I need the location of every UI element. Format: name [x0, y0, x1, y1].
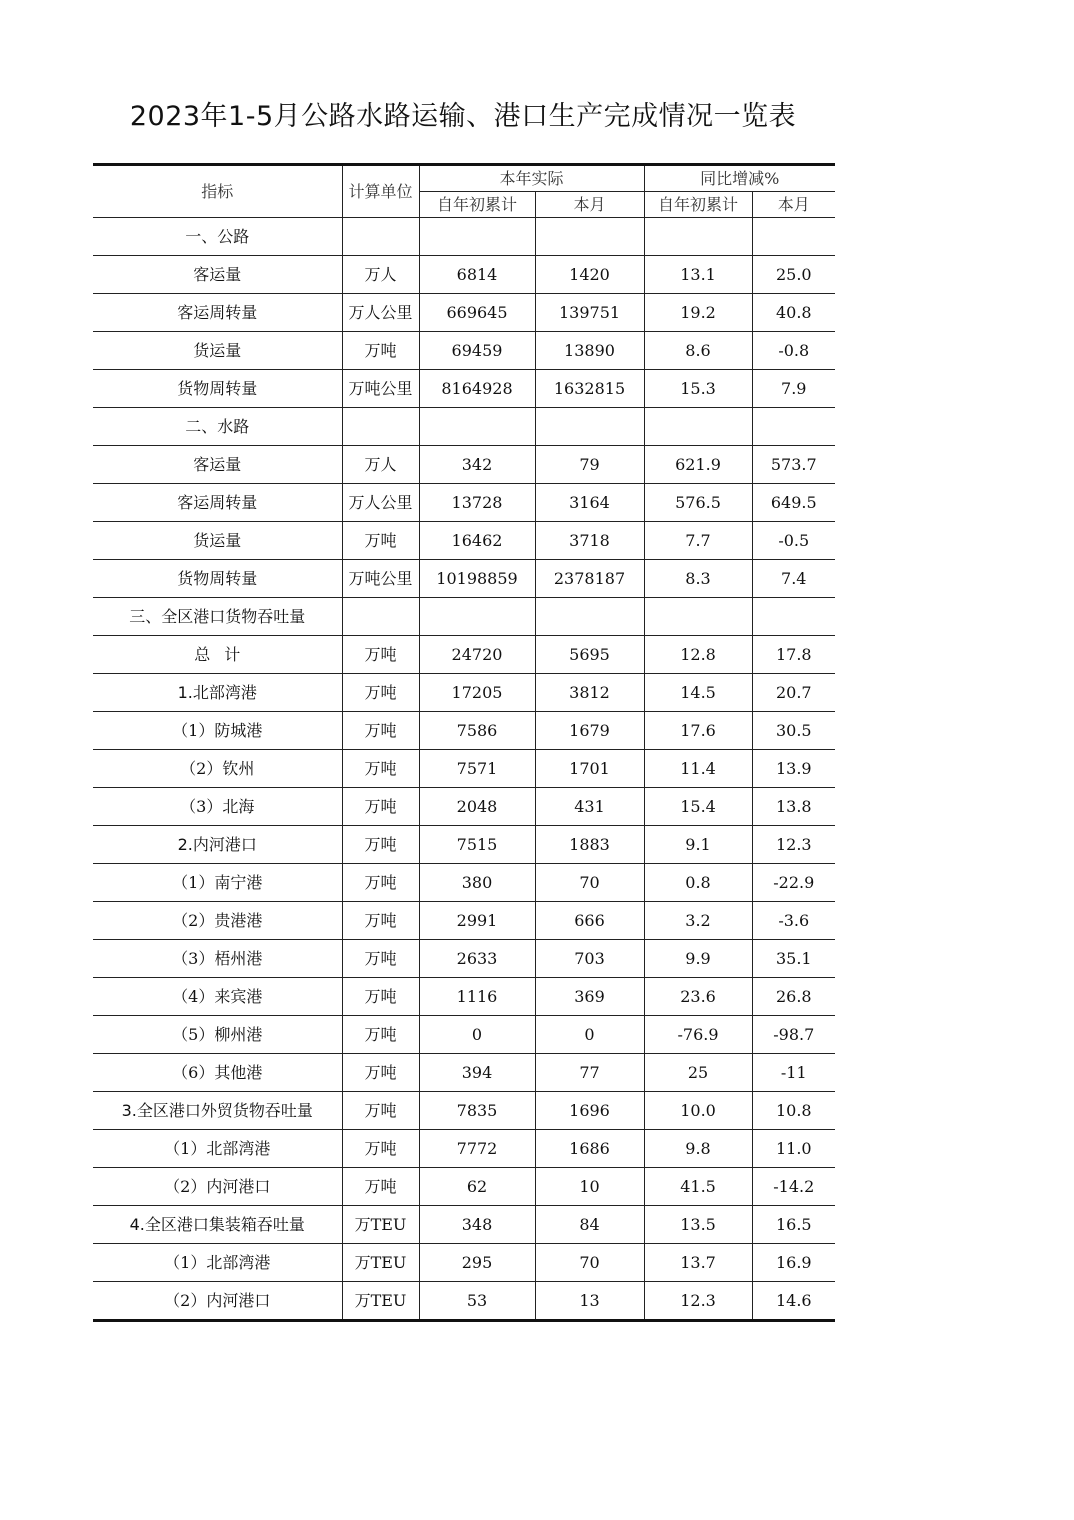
row-unit: 万吨 [342, 978, 419, 1016]
header-actual-group: 本年实际 [419, 165, 644, 192]
table-row [93, 712, 835, 750]
row-month-yoy: 40.8 [752, 294, 835, 332]
row-month-yoy: 649.5 [752, 484, 835, 522]
row-ytd-yoy: 17.6 [644, 712, 752, 750]
row-ytd-value: 8164928 [419, 370, 535, 408]
table-row [93, 1130, 835, 1168]
table-row [93, 978, 835, 1016]
row-unit: 万TEU [342, 1206, 419, 1244]
row-month-value: 5695 [535, 636, 644, 674]
row-unit: 万人公里 [342, 294, 419, 332]
table-row [93, 1016, 835, 1054]
row-month-yoy: -11 [752, 1054, 835, 1092]
row-ytd-value: 13728 [419, 484, 535, 522]
row-ytd-yoy: 11.4 [644, 750, 752, 788]
row-ytd-value: 2633 [419, 940, 535, 978]
row-indicator: （1）防城港 [93, 712, 342, 750]
row-month-yoy: 16.5 [752, 1206, 835, 1244]
row-ytd-value: 7586 [419, 712, 535, 750]
row-ytd-yoy: 3.2 [644, 902, 752, 940]
row-indicator: （1）北部湾港 [93, 1244, 342, 1282]
row-unit: 万人公里 [342, 484, 419, 522]
row-ytd-value: 380 [419, 864, 535, 902]
row-ytd-value: 7772 [419, 1130, 535, 1168]
table-header [93, 165, 835, 218]
row-month-yoy: -0.8 [752, 332, 835, 370]
row-month-value: 79 [535, 446, 644, 484]
row-indicator: 4.全区港口集装箱吞吐量 [93, 1206, 342, 1244]
row-ytd-yoy: 23.6 [644, 978, 752, 1016]
row-month-yoy: 16.9 [752, 1244, 835, 1282]
row-ytd-value: 1116 [419, 978, 535, 1016]
row-indicator: 客运周转量 [93, 484, 342, 522]
statistics-table [93, 163, 835, 1322]
row-month-yoy: 26.8 [752, 978, 835, 1016]
row-ytd-yoy: 12.3 [644, 1282, 752, 1321]
page-title: 2023年1-5月公路水路运输、港口生产完成情况一览表 [129, 101, 797, 132]
row-ytd-yoy: 10.0 [644, 1092, 752, 1130]
table-row [93, 1244, 835, 1282]
row-month-yoy: -3.6 [752, 902, 835, 940]
row-month-yoy: 17.8 [752, 636, 835, 674]
row-month-yoy [752, 408, 835, 446]
row-month-yoy: 7.4 [752, 560, 835, 598]
row-month-value: 1701 [535, 750, 644, 788]
row-indicator: （6）其他港 [93, 1054, 342, 1092]
row-month-value [535, 408, 644, 446]
row-ytd-yoy: 576.5 [644, 484, 752, 522]
table-row [93, 522, 835, 560]
header-indicator: 指标 [93, 165, 342, 218]
row-indicator: （2）内河港口 [93, 1282, 342, 1321]
row-indicator: 二、水路 [93, 408, 342, 446]
row-month-yoy: 11.0 [752, 1130, 835, 1168]
header-actual-ytd: 自年初累计 [419, 192, 535, 218]
table-row [93, 750, 835, 788]
row-ytd-value: 295 [419, 1244, 535, 1282]
row-ytd-yoy: 25 [644, 1054, 752, 1092]
row-unit: 万吨 [342, 826, 419, 864]
row-month-yoy: -14.2 [752, 1168, 835, 1206]
row-month-value: 1420 [535, 256, 644, 294]
row-ytd-yoy: 15.3 [644, 370, 752, 408]
row-month-value: 0 [535, 1016, 644, 1054]
row-unit: 万TEU [342, 1282, 419, 1321]
section-row [93, 218, 835, 256]
row-unit: 万TEU [342, 1244, 419, 1282]
row-ytd-value: 7515 [419, 826, 535, 864]
row-indicator: （4）来宾港 [93, 978, 342, 1016]
table-row [93, 294, 835, 332]
row-month-value: 2378187 [535, 560, 644, 598]
row-month-yoy [752, 598, 835, 636]
table-row [93, 484, 835, 522]
table-row [93, 446, 835, 484]
row-ytd-yoy: 19.2 [644, 294, 752, 332]
row-month-yoy: -0.5 [752, 522, 835, 560]
row-month-yoy: 12.3 [752, 826, 835, 864]
row-indicator: 客运量 [93, 256, 342, 294]
row-month-value: 703 [535, 940, 644, 978]
row-indicator: 客运周转量 [93, 294, 342, 332]
row-unit: 万吨 [342, 902, 419, 940]
row-ytd-value: 16462 [419, 522, 535, 560]
row-month-yoy: 10.8 [752, 1092, 835, 1130]
row-unit: 万吨 [342, 1054, 419, 1092]
section-row [93, 826, 835, 864]
row-ytd-yoy: -76.9 [644, 1016, 752, 1054]
row-ytd-yoy: 7.7 [644, 522, 752, 560]
row-ytd-value: 394 [419, 1054, 535, 1092]
row-month-yoy: 573.7 [752, 446, 835, 484]
row-unit: 万吨公里 [342, 370, 419, 408]
row-ytd-yoy: 9.8 [644, 1130, 752, 1168]
row-ytd-value: 17205 [419, 674, 535, 712]
table-row [93, 864, 835, 902]
row-ytd-value: 10198859 [419, 560, 535, 598]
row-unit: 万吨 [342, 332, 419, 370]
row-ytd-yoy: 8.3 [644, 560, 752, 598]
row-month-value: 666 [535, 902, 644, 940]
row-month-value: 1679 [535, 712, 644, 750]
row-ytd-yoy: 13.5 [644, 1206, 752, 1244]
table-row [93, 788, 835, 826]
row-month-yoy: 25.0 [752, 256, 835, 294]
row-month-yoy: -22.9 [752, 864, 835, 902]
row-ytd-yoy: 12.8 [644, 636, 752, 674]
table-row [93, 1054, 835, 1092]
row-ytd-value: 2991 [419, 902, 535, 940]
section-row [93, 598, 835, 636]
row-month-value: 1883 [535, 826, 644, 864]
row-indicator: （2）内河港口 [93, 1168, 342, 1206]
table-row [93, 256, 835, 294]
row-month-value [535, 218, 644, 256]
header-yoy-month: 本月 [752, 192, 835, 218]
row-indicator: 1.北部湾港 [93, 674, 342, 712]
table-row [93, 1282, 835, 1321]
row-unit: 万人 [342, 446, 419, 484]
row-month-value: 84 [535, 1206, 644, 1244]
row-month-value: 139751 [535, 294, 644, 332]
row-indicator: 总计 [93, 636, 342, 674]
row-ytd-yoy: 41.5 [644, 1168, 752, 1206]
table-row [93, 332, 835, 370]
row-month-yoy: 13.9 [752, 750, 835, 788]
row-indicator: 三、全区港口货物吞吐量 [93, 598, 342, 636]
row-month-value: 3718 [535, 522, 644, 560]
section-row [93, 1092, 835, 1130]
row-unit: 万吨 [342, 636, 419, 674]
row-unit: 万吨 [342, 1092, 419, 1130]
row-unit: 万吨 [342, 674, 419, 712]
row-ytd-yoy [644, 598, 752, 636]
row-indicator: 客运量 [93, 446, 342, 484]
table-row [93, 560, 835, 598]
row-indicator: 3.全区港口外贸货物吞吐量 [93, 1092, 342, 1130]
row-ytd-yoy [644, 408, 752, 446]
row-ytd-value: 7571 [419, 750, 535, 788]
row-month-value [535, 598, 644, 636]
section-row [93, 408, 835, 446]
row-ytd-yoy: 15.4 [644, 788, 752, 826]
row-unit: 万吨 [342, 522, 419, 560]
row-indicator: 2.内河港口 [93, 826, 342, 864]
row-ytd-value: 6814 [419, 256, 535, 294]
row-month-value: 13890 [535, 332, 644, 370]
row-unit [342, 218, 419, 256]
row-ytd-yoy: 8.6 [644, 332, 752, 370]
row-unit: 万吨 [342, 1016, 419, 1054]
row-ytd-yoy: 13.1 [644, 256, 752, 294]
table-row [93, 636, 835, 674]
row-ytd-value [419, 598, 535, 636]
section-row [93, 674, 835, 712]
row-ytd-value: 348 [419, 1206, 535, 1244]
row-month-yoy: 35.1 [752, 940, 835, 978]
row-month-value: 369 [535, 978, 644, 1016]
row-indicator: 货物周转量 [93, 370, 342, 408]
row-unit: 万吨 [342, 712, 419, 750]
row-indicator: （1）南宁港 [93, 864, 342, 902]
row-unit [342, 598, 419, 636]
section-row [93, 1206, 835, 1244]
row-month-yoy: 7.9 [752, 370, 835, 408]
header-yoy-ytd: 自年初累计 [644, 192, 752, 218]
row-unit: 万吨 [342, 940, 419, 978]
row-unit: 万吨 [342, 750, 419, 788]
row-ytd-yoy: 0.8 [644, 864, 752, 902]
row-unit: 万吨 [342, 1168, 419, 1206]
row-month-value: 10 [535, 1168, 644, 1206]
row-ytd-yoy [644, 218, 752, 256]
header-unit: 计算单位 [342, 165, 419, 218]
table-row [93, 1168, 835, 1206]
row-unit: 万吨公里 [342, 560, 419, 598]
row-month-value: 3812 [535, 674, 644, 712]
row-month-yoy: 14.6 [752, 1282, 835, 1321]
row-month-value: 3164 [535, 484, 644, 522]
row-month-value: 70 [535, 864, 644, 902]
row-indicator: 货运量 [93, 522, 342, 560]
row-month-value: 1696 [535, 1092, 644, 1130]
row-ytd-yoy: 14.5 [644, 674, 752, 712]
row-indicator: （1）北部湾港 [93, 1130, 342, 1168]
row-month-yoy [752, 218, 835, 256]
row-month-yoy: -98.7 [752, 1016, 835, 1054]
row-month-yoy: 20.7 [752, 674, 835, 712]
row-ytd-value [419, 218, 535, 256]
row-indicator: 一、公路 [93, 218, 342, 256]
table-row [93, 902, 835, 940]
table-row [93, 370, 835, 408]
row-indicator: （2）钦州 [93, 750, 342, 788]
row-ytd-yoy: 13.7 [644, 1244, 752, 1282]
row-month-yoy: 30.5 [752, 712, 835, 750]
row-month-value: 431 [535, 788, 644, 826]
row-unit [342, 408, 419, 446]
row-month-value: 1632815 [535, 370, 644, 408]
header-yoy-group: 同比增减% [644, 165, 835, 192]
row-ytd-value: 69459 [419, 332, 535, 370]
row-month-value: 70 [535, 1244, 644, 1282]
row-ytd-yoy: 621.9 [644, 446, 752, 484]
row-indicator: （2）贵港港 [93, 902, 342, 940]
row-unit: 万人 [342, 256, 419, 294]
row-ytd-value: 62 [419, 1168, 535, 1206]
row-indicator: （3）北海 [93, 788, 342, 826]
row-ytd-value: 24720 [419, 636, 535, 674]
table-row [93, 940, 835, 978]
row-unit: 万吨 [342, 864, 419, 902]
row-ytd-value: 342 [419, 446, 535, 484]
row-month-value: 77 [535, 1054, 644, 1092]
row-ytd-value [419, 408, 535, 446]
row-indicator: （3）梧州港 [93, 940, 342, 978]
table-body [93, 218, 835, 1321]
row-indicator: 货运量 [93, 332, 342, 370]
row-ytd-value: 0 [419, 1016, 535, 1054]
row-ytd-value: 7835 [419, 1092, 535, 1130]
row-ytd-value: 53 [419, 1282, 535, 1321]
row-ytd-yoy: 9.9 [644, 940, 752, 978]
header-actual-month: 本月 [535, 192, 644, 218]
row-month-value: 1686 [535, 1130, 644, 1168]
row-ytd-value: 669645 [419, 294, 535, 332]
row-ytd-value: 2048 [419, 788, 535, 826]
row-unit: 万吨 [342, 1130, 419, 1168]
row-indicator: 货物周转量 [93, 560, 342, 598]
row-month-yoy: 13.8 [752, 788, 835, 826]
row-unit: 万吨 [342, 788, 419, 826]
row-ytd-yoy: 9.1 [644, 826, 752, 864]
row-indicator: （5）柳州港 [93, 1016, 342, 1054]
row-month-value: 13 [535, 1282, 644, 1321]
